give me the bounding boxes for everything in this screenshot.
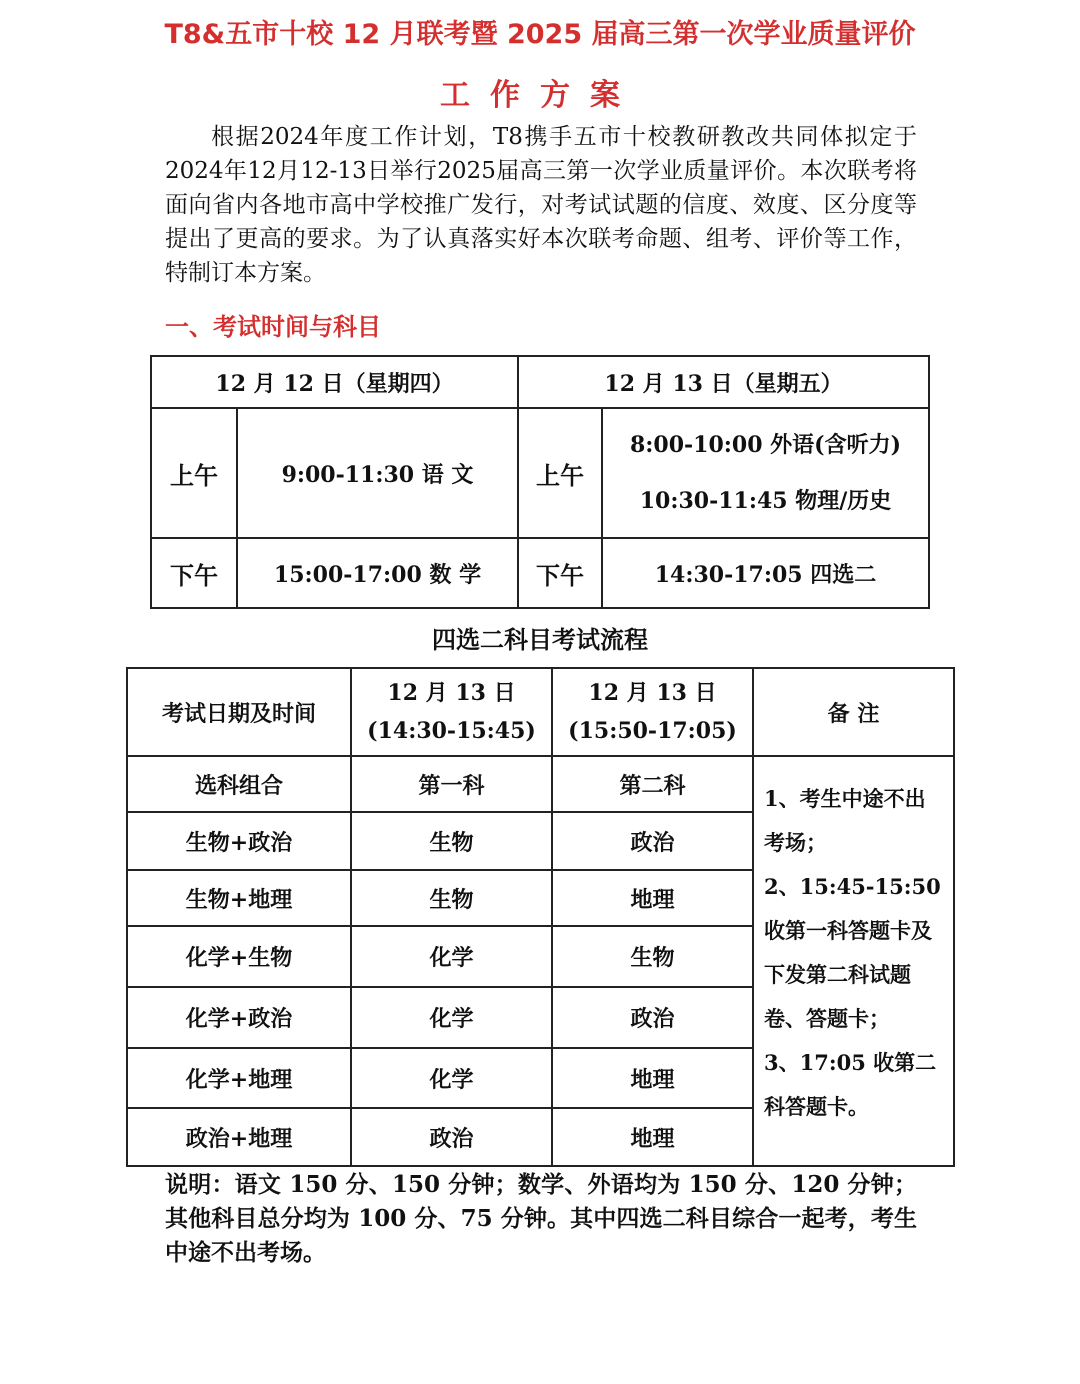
document-subtitle: 工作方案 bbox=[440, 78, 640, 113]
day2-pm-exam: 14:30-17:05 四选二 bbox=[602, 538, 929, 608]
note-item: 3、17:05 收第二科答题卡。 bbox=[764, 1050, 937, 1119]
second-session-date: 12 月 13 日 bbox=[588, 680, 717, 706]
intro-text: 根据2024年度工作计划，T8携手五市十校教研教改共同体拟定于2024年12月12-13日举行2025届高三第一次学业质量评价。本次联考将面向省内各地市高中学校推广发行，对考试试题的信度、效度、区分度等提出了更高的要求。为了认真落实好本次联考命题、组考、评价等工作，特制订本方案。 bbox=[165, 124, 917, 286]
explanation-note: 说明：语文 150 分、150 分钟；数学、外语均为 150 分、120 分钟；其他科目总分均为 100 分、75 分钟。其中四选二科目综合一起考，考生中途不出考场。 bbox=[165, 1171, 917, 1266]
day2-am-exam-2: 10:30-11:45 物理/历史 bbox=[639, 488, 892, 514]
header-date-time: 考试日期及时间 bbox=[127, 668, 351, 756]
note-item: 2、15:45-15:50 收第一科答题卡及下发第二科试题卷、答题卡； bbox=[764, 874, 941, 1031]
schedule-header-row bbox=[151, 356, 929, 408]
first-subject-cell: 政治 bbox=[351, 1108, 552, 1166]
first-session-time: (14:30-15:45) bbox=[367, 718, 536, 744]
second-subject-cell: 政治 bbox=[552, 812, 753, 870]
combo-cell: 生物+地理 bbox=[127, 870, 351, 926]
combo-cell: 化学+政治 bbox=[127, 987, 351, 1048]
notes-cell bbox=[753, 756, 954, 1166]
header-notes: 备 注 bbox=[753, 668, 954, 756]
combo-cell: 政治+地理 bbox=[127, 1108, 351, 1166]
first-subject-cell: 化学 bbox=[351, 987, 552, 1048]
schedule-morning-row bbox=[151, 408, 929, 538]
second-subject-cell: 地理 bbox=[552, 870, 753, 926]
header-first-session bbox=[351, 668, 552, 756]
combo-cell: 选科组合 bbox=[127, 756, 351, 812]
second-session-time: (15:50-17:05) bbox=[568, 718, 737, 744]
second-subject-cell: 地理 bbox=[552, 1048, 753, 1108]
first-subject-cell: 生物 bbox=[351, 812, 552, 870]
first-subject-cell: 化学 bbox=[351, 926, 552, 987]
second-subject-cell: 政治 bbox=[552, 987, 753, 1048]
header-second-session bbox=[552, 668, 753, 756]
second-subject-cell: 地理 bbox=[552, 1108, 753, 1166]
first-session-date: 12 月 13 日 bbox=[387, 680, 516, 706]
day1-am-exam: 9:00-11:30 语 文 bbox=[237, 408, 518, 538]
combo-cell: 化学+生物 bbox=[127, 926, 351, 987]
elective-header-row bbox=[127, 668, 954, 756]
day1-header: 12 月 12 日（星期四） bbox=[151, 356, 518, 408]
table-row bbox=[127, 756, 954, 812]
first-subject-cell: 第一科 bbox=[351, 756, 552, 812]
second-subject-cell: 第二科 bbox=[552, 756, 753, 812]
schedule-afternoon-row bbox=[151, 538, 929, 608]
combo-cell: 化学+地理 bbox=[127, 1048, 351, 1108]
second-subject-cell: 生物 bbox=[552, 926, 753, 987]
document-title: T8&五市十校 12 月联考暨 2025 届高三第一次学业质量评价 bbox=[164, 19, 916, 50]
day2-header: 12 月 13 日（星期五） bbox=[518, 356, 929, 408]
day2-am-exam-1: 8:00-10:00 外语(含听力) bbox=[629, 432, 901, 458]
day1-am-label: 上午 bbox=[151, 408, 237, 538]
note-item: 1、考生中途不出考场； bbox=[764, 786, 926, 855]
first-subject-cell: 化学 bbox=[351, 1048, 552, 1108]
day2-pm-label: 下午 bbox=[518, 538, 602, 608]
intro-paragraph bbox=[165, 120, 917, 290]
day1-pm-exam: 15:00-17:00 数 学 bbox=[237, 538, 518, 608]
combo-cell: 生物+政治 bbox=[127, 812, 351, 870]
day1-pm-label: 下午 bbox=[151, 538, 237, 608]
elective-table bbox=[126, 667, 955, 1167]
day2-am-cell bbox=[602, 408, 929, 538]
elective-table-title: 四选二科目考试流程 bbox=[432, 625, 648, 654]
first-subject-cell: 生物 bbox=[351, 870, 552, 926]
section-heading: 一、考试时间与科目 bbox=[165, 313, 381, 341]
schedule-table bbox=[150, 355, 930, 609]
day2-am-label: 上午 bbox=[518, 408, 602, 538]
